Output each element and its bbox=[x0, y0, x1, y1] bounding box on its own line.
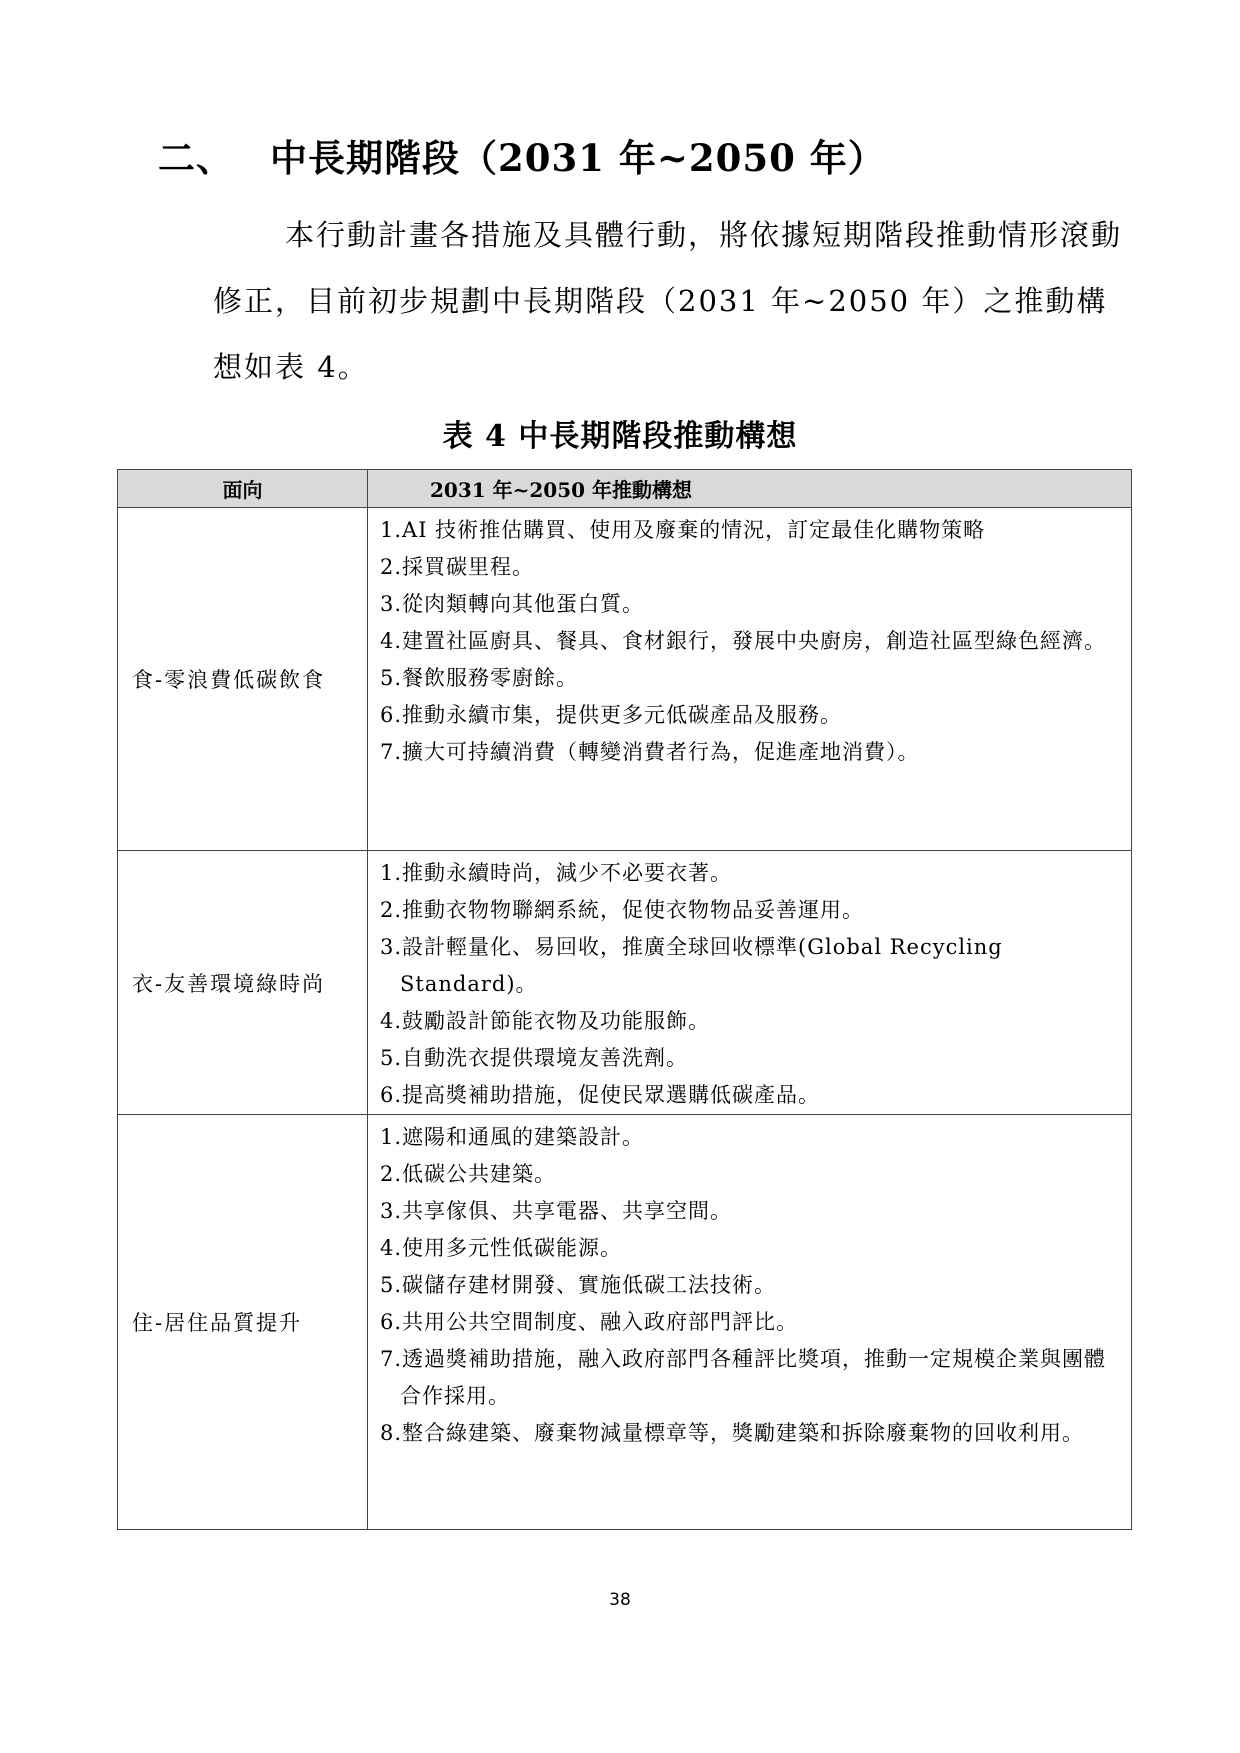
table-header-row bbox=[118, 470, 1132, 508]
list-item: 8.整合綠建築、廢棄物減量標章等，獎勵建築和拆除廢棄物的回收利用。 bbox=[380, 1421, 1085, 1445]
list-item: 1.推動永續時尚，減少不必要衣著。 bbox=[380, 861, 733, 885]
list-item: 7.擴大可持續消費（轉變消費者行為，促進產地消費）。 bbox=[380, 740, 920, 764]
list-item: 3.從肉類轉向其他蛋白質。 bbox=[380, 592, 645, 616]
table-row bbox=[118, 1115, 1132, 1530]
list-item: 1.遮陽和通風的建築設計。 bbox=[380, 1125, 645, 1149]
list-item: 3.設計輕量化、易回收，推廣全球回收標準(Global Recycling Standard)。 bbox=[380, 935, 1003, 996]
table-row bbox=[118, 508, 1132, 851]
list-item: 5.自動洗衣提供環境友善洗劑。 bbox=[380, 1046, 689, 1070]
list-item: 7.透過獎補助措施，融入政府部門各種評比獎項，推動一定規模企業與團體合作採用。 bbox=[380, 1347, 1107, 1408]
list-item: 3.共享傢俱、共享電器、共享空間。 bbox=[380, 1199, 733, 1223]
aspect-housing: 住-居住品質提升 bbox=[118, 1115, 368, 1530]
table-caption: 表 4 中長期階段推動構想 bbox=[442, 419, 798, 454]
list-item: 1.AI 技術推估購買、使用及廢棄的情況，訂定最佳化購物策略 bbox=[380, 518, 986, 542]
list-item: 4.使用多元性低碳能源。 bbox=[380, 1236, 623, 1260]
list-item: 6.共用公共空間制度、融入政府部門評比。 bbox=[380, 1310, 799, 1334]
items-housing bbox=[368, 1115, 1132, 1530]
list-item: 4.建置社區廚具、餐具、食材銀行，發展中央廚房，創造社區型綠色經濟。 bbox=[380, 629, 1107, 653]
header-aspect: 面向 bbox=[118, 470, 368, 508]
list-item: 6.推動永續市集，提供更多元低碳產品及服務。 bbox=[380, 703, 843, 727]
list-item: 5.餐飲服務零廚餘。 bbox=[380, 666, 579, 690]
list-item: 2.採買碳里程。 bbox=[380, 555, 535, 579]
list-item: 5.碳儲存建材開發、實施低碳工法技術。 bbox=[380, 1273, 777, 1297]
section-heading bbox=[158, 128, 886, 182]
list-item: 2.低碳公共建築。 bbox=[380, 1162, 557, 1186]
aspect-food: 食-零浪費低碳飲食 bbox=[118, 508, 368, 851]
intro-paragraph bbox=[213, 202, 1129, 400]
items-clothing bbox=[368, 851, 1132, 1115]
header-plan: 2031 年~2050 年推動構想 bbox=[368, 470, 1132, 508]
list-item: 2.推動衣物物聯網系統，促使衣物物品妥善運用。 bbox=[380, 898, 865, 922]
intro-text: 本行動計畫各措施及具體行動，將依據短期階段推動情形滾動修正，目前初步規劃中長期階段（2031 年~2050 年）之推動構想如表 4。 bbox=[213, 218, 1123, 384]
page-number: 38 bbox=[609, 1590, 631, 1610]
list-item: 4.鼓勵設計節能衣物及功能服飾。 bbox=[380, 1009, 711, 1033]
section-title: 中長期階段（2031 年~2050 年） bbox=[270, 136, 886, 180]
items-food bbox=[368, 508, 1132, 851]
section-number: 二、 bbox=[158, 136, 234, 180]
aspect-clothing: 衣-友善環境綠時尚 bbox=[118, 851, 368, 1115]
table-row bbox=[118, 851, 1132, 1115]
plan-table bbox=[117, 469, 1132, 1530]
list-item: 6.提高獎補助措施，促使民眾選購低碳產品。 bbox=[380, 1083, 821, 1107]
